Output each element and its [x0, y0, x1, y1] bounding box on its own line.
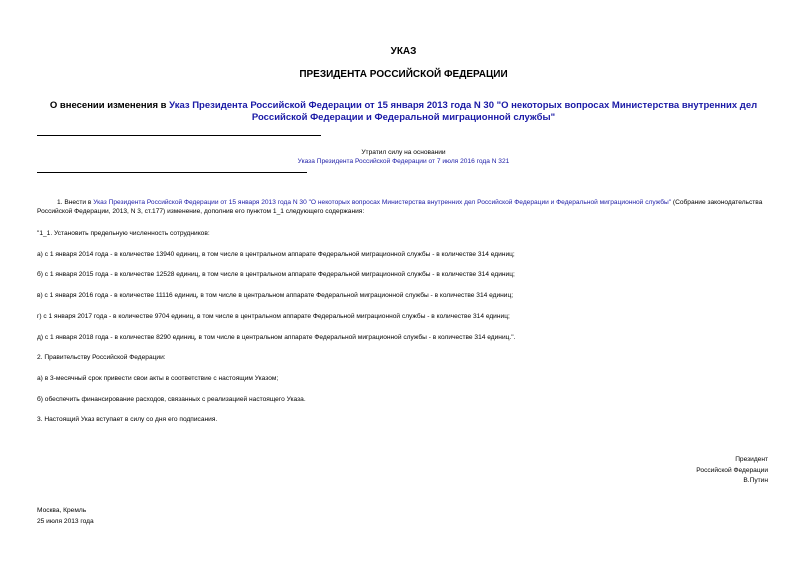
p1-link[interactable]: Указ Президента Российской Федерации от 15 января 2013 года N 30 "О некоторых вопросах Министерства внутренних дел Российской Федерации и Федеральной миграционной службы" — [93, 199, 672, 206]
date: 25 июля 2013 года — [37, 517, 94, 525]
signature-country: Российской Федерации — [696, 466, 768, 474]
paragraph-item-v: в) с 1 января 2016 года - в количестве 11116 единиц, в том числе в центральном аппарате Федеральной миграционной службы - в количестве 314 единиц; — [37, 292, 514, 299]
repeal-notice — [250, 148, 557, 166]
divider-top — [37, 135, 321, 136]
subject-link[interactable]: Указ Президента Российской Федерации от 15 января 2013 года N 30 "О некоторых вопросах Министерства внутренних дел Российской Федерации и Федеральной миграционной службы" — [169, 100, 758, 123]
document-subject — [30, 100, 777, 124]
place: Москва, Кремль — [37, 507, 87, 514]
paragraph-item-g: г) с 1 января 2017 года - в количестве 9704 единиц, в том числе в центральном аппарате Федеральной миграционной службы - в количестве 314 единиц; — [37, 313, 510, 320]
paragraph-2b: б) обеспечить финансирование расходов, связанных с реализацией настоящего Указа. — [37, 396, 306, 403]
paragraph-item-a: а) с 1 января 2014 года - в количестве 13940 единиц, в том числе в центральном аппарате Федеральной миграционной службы - в количестве 314 единиц; — [37, 251, 515, 258]
paragraph-item-d: д) с 1 января 2018 года - в количестве 8290 единиц, в том числе в центральном аппарате Федеральной миграционной службы - в количестве 314 единиц.". — [37, 334, 516, 341]
paragraph-3: 3. Настоящий Указ вступает в силу со дня его подписания. — [37, 416, 218, 423]
subject-prefix: О внесении изменения в — [49, 100, 170, 111]
paragraph-2a: а) в 3-месячный срок привести свои акты в соответствие с настоящим Указом; — [37, 375, 279, 382]
signature-position: Президент — [735, 456, 768, 463]
p1-suffix: (Собрание законодательства Российской Федерации, 2013, N 3, ст.177) изменение, дополнив его пунктом 1_1 следующего содержания: — [37, 199, 763, 215]
signature-name: В.Путин — [743, 477, 768, 484]
paragraph-1 — [37, 198, 772, 216]
paragraph-quote-start: "1_1. Установить предельную численность сотрудников: — [37, 230, 210, 237]
p1-prefix: 1. Внести в — [57, 199, 94, 206]
divider-bottom — [37, 172, 307, 173]
document-subtitle: ПРЕЗИДЕНТА РОССИЙСКОЙ ФЕДЕРАЦИИ — [299, 69, 508, 80]
repeal-notice-link[interactable]: Указа Президента Российской Федерации от 7 июля 2016 года N 321 — [297, 158, 510, 165]
paragraph-2: 2. Правительству Российской Федерации: — [37, 354, 166, 361]
paragraph-item-b: б) с 1 января 2015 года - в количестве 12528 единиц, в том числе в центральном аппарате Федеральной миграционной службы - в количестве 314 единиц; — [37, 271, 515, 278]
place-date-block — [37, 506, 94, 527]
repeal-notice-text: Утратил силу на основании — [361, 149, 446, 156]
signature-block — [696, 455, 768, 487]
document-title: УКАЗ — [390, 46, 417, 57]
